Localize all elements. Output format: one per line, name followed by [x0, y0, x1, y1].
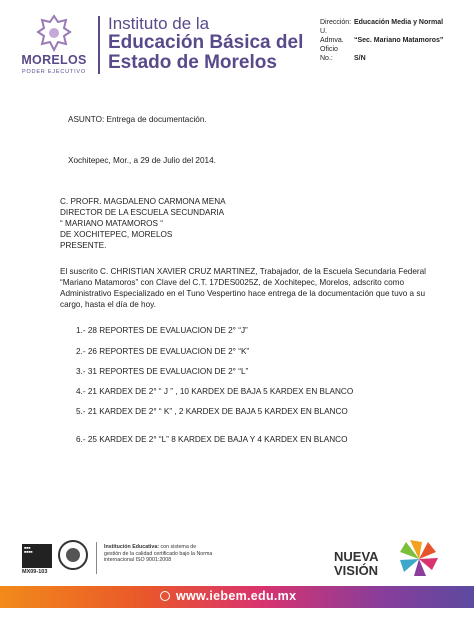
list-item: 5.- 21 KARDEX DE 2° “ K” , 2 KARDEX DE BAJA 5 KARDEX EN BLANCO: [76, 407, 348, 416]
body-paragraph: El suscrito C. CHRISTIAN XAVIER CRUZ MARTINEZ, Trabajador, de la Escuela Secundaria Federal “Mariano Matamoros” con Clave del C.T. 17DES0025Z, de Xochitepec, Morelos, adscrito como Administrativo Especializado en el Tuno Vespertino hace entrega de la documentación que tuvo a su cargo, hasta el día de hoy.: [60, 267, 426, 309]
certificate-code: MX09-103: [22, 569, 48, 575]
list-item: 1.- 28 REPORTES DE EVALUACION DE 2° “J”: [76, 326, 248, 335]
subject-line: ASUNTO: Entrega de documentación.: [68, 115, 207, 124]
recipient-line: “ MARIANO MATAMOROS “: [60, 219, 163, 228]
recipient-line: DE XOCHITEPEC, MORELOS: [60, 230, 173, 239]
list-item: 2.- 26 REPORTES DE EVALUACION DE 2° “K”: [76, 347, 250, 356]
meta-direccion: Dirección: Educación Media y Normal: [320, 19, 444, 26]
recipient-block: [60, 196, 226, 251]
iso-certification-badge: ■■■ ■■■■: [22, 544, 52, 568]
office-meta: [320, 18, 443, 63]
footer-divider: [96, 542, 97, 574]
vision-word: VISIÓN: [334, 563, 379, 578]
nueva-word: NUEVA: [334, 549, 379, 564]
institute-name: [108, 14, 308, 73]
globe-icon: [160, 591, 170, 601]
list-item: 3.- 31 REPORTES DE EVALUACION DE 2° “L”: [76, 367, 249, 376]
bureau-veritas-seal-icon: [58, 540, 88, 570]
logo-word: MORELOS: [21, 53, 87, 67]
date-line: Xochitepec, Mor., a 29 de Julio del 2014.: [68, 156, 216, 165]
recipient-line: DIRECTOR DE LA ESCUELA SECUNDARIA: [60, 208, 225, 217]
morelos-logo: [14, 14, 94, 78]
institute-line-2: Educación Básica del: [108, 32, 304, 53]
list-item: 6.- 25 KARDEX DE 2° “L” 8 KARDEX DE BAJA Y 4 KARDEX EN BLANCO: [76, 435, 348, 444]
website-link[interactable]: www.iebem.edu.mx: [176, 589, 297, 603]
recipient-line: C. PROFR. MAGDALENO CARMONA MENA: [60, 197, 226, 206]
recipient-line: PRESENTE.: [60, 241, 107, 250]
iso-statement: Institución Educativa: con sistema de gestión de la calidad certificado bajo la Norma internacional ISO 9001:2008: [104, 544, 213, 563]
morelos-emblem-icon: [36, 14, 72, 52]
header-divider: [98, 16, 100, 74]
list-item: 4.- 21 KARDEX DE 2° “ J ” , 10 KARDEX DE BAJA 5 KARDEX EN BLANCO: [76, 387, 354, 396]
logo-subtitle: PODER EJECUTIVO: [22, 69, 86, 75]
nueva-vision-logo: [334, 550, 379, 578]
nueva-vision-flower-icon: [398, 538, 440, 580]
meta-oficio: Oficio No.: S/N: [320, 46, 366, 62]
institute-line-3: Estado de Morelos: [108, 52, 277, 73]
meta-unidad: U. Admva. “Sec. Mariano Matamoros”: [320, 28, 444, 44]
institute-line-1: Instituto de la: [108, 14, 210, 33]
